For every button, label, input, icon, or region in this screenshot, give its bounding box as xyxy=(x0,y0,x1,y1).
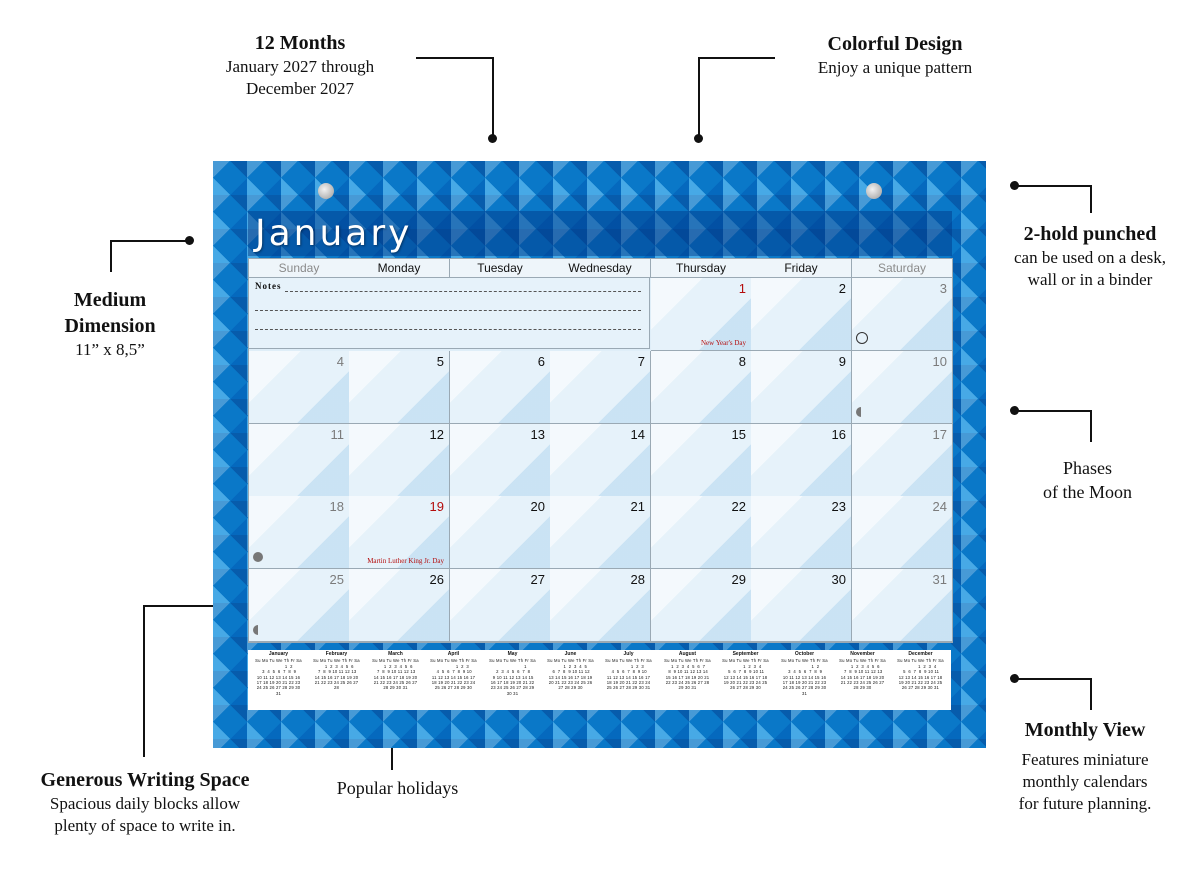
weekday-saturday: Saturday xyxy=(852,259,953,278)
day-number: 13 xyxy=(530,427,545,442)
moon-connector-h xyxy=(1014,410,1092,412)
mini-calendar-weekdays: Su Mo Tu We Th Fr Sa xyxy=(255,658,302,664)
day-cell[interactable] xyxy=(751,424,852,497)
mini-calendar-row: 21 22 23 24 25 26 27 xyxy=(314,680,359,686)
day-number: 8 xyxy=(738,354,746,369)
mini-calendar-title: January xyxy=(268,651,289,657)
monthly-connector-v xyxy=(1090,678,1092,710)
holiday-label-new-years: New Year's Day xyxy=(700,339,746,347)
mini-calendar-row: 1 2 3 4 5 6 xyxy=(845,663,880,669)
notes-rule xyxy=(255,329,641,330)
mini-calendar-title: July xyxy=(623,651,634,657)
mini-calendars xyxy=(248,650,951,710)
mini-calendar-weekdays: Su Mo Tu We Th Fr Sa xyxy=(313,658,360,664)
monthly-connector-h xyxy=(1014,678,1092,680)
day-cell[interactable] xyxy=(651,424,752,497)
months-connector-v xyxy=(492,57,494,137)
mini-calendar-row: 1 2 xyxy=(264,663,293,669)
mini-calendar-row: 23 24 25 26 27 28 29 xyxy=(490,685,535,691)
mini-calendar-row: 27 28 29 30 xyxy=(558,685,583,691)
mini-calendar-row: 17 18 19 20 21 22 23 xyxy=(256,680,301,686)
holidays-annotation xyxy=(310,777,485,799)
mini-calendar-weekdays: Su Mo Tu We Th Fr Sa xyxy=(839,658,886,664)
mini-calendar-december xyxy=(892,652,949,691)
day-cell[interactable] xyxy=(349,351,450,424)
day-number: 25 xyxy=(329,572,344,587)
mini-calendar-row: 18 19 20 21 22 23 24 xyxy=(606,680,651,686)
dimension-connector-h xyxy=(110,240,188,242)
day-cell[interactable] xyxy=(249,496,350,569)
mini-calendar-weekdays: Su Mo Tu We Th Fr Sa xyxy=(489,658,536,664)
mini-calendar-row: 15 16 17 18 19 20 21 xyxy=(665,674,710,680)
colorful-heading: Colorful Design xyxy=(827,33,963,55)
months-heading: 12 Months xyxy=(254,32,346,54)
dimension-connector-v xyxy=(110,240,112,272)
dimension-connector-dot xyxy=(185,236,194,245)
mini-calendar-row: 1 2 3 xyxy=(438,663,469,669)
mini-calendar-weekdays: Su Mo Tu We Th Fr Sa xyxy=(664,658,711,664)
mini-calendar-row: 25 26 27 28 29 30 31 xyxy=(606,685,651,691)
mini-calendar-row: 2 3 4 5 6 7 8 xyxy=(494,669,531,675)
monthly-line2: monthly calendars xyxy=(1022,772,1148,791)
calendar-board xyxy=(213,161,986,748)
mini-calendar-row: 11 12 13 14 15 16 17 xyxy=(606,674,651,680)
day-cell[interactable] xyxy=(550,496,651,569)
mini-calendar-row: 5 6 7 8 9 10 11 xyxy=(726,669,765,675)
day-number: 26 xyxy=(429,572,444,587)
hole-line2: wall or in a binder xyxy=(1027,270,1153,289)
day-cell[interactable] xyxy=(249,351,350,424)
months-connector-dot xyxy=(488,134,497,143)
mini-calendar-row: 4 5 6 7 8 9 10 xyxy=(435,669,472,675)
mini-calendar-row: 7 8 9 10 11 12 13 xyxy=(316,669,357,675)
day-number: 2 xyxy=(838,281,846,296)
mini-calendar-weekdays: Su Mo Tu We Th Fr Sa xyxy=(372,658,419,664)
mini-calendar-title: November xyxy=(850,651,875,657)
day-number: 31 xyxy=(932,572,947,587)
moon-phase-full-icon xyxy=(253,552,263,562)
colorful-annotation xyxy=(790,31,1000,79)
day-number: 14 xyxy=(630,427,645,442)
mini-calendar-row: 8 9 10 11 12 13 14 xyxy=(667,669,708,675)
day-number: 1 xyxy=(738,281,746,296)
dimension-annotation xyxy=(30,287,190,361)
mini-calendar-row: 31 xyxy=(801,690,808,696)
mini-calendar-row: 26 27 28 29 30 xyxy=(730,685,761,691)
weekday-wednesday: Wednesday xyxy=(550,259,651,278)
holiday-label-mlk: Martin Luther King Jr. Day xyxy=(367,557,444,565)
mini-calendar-row: 1 2 xyxy=(789,663,820,669)
day-number: 19 xyxy=(429,499,444,514)
day-number: 27 xyxy=(530,572,545,587)
dimension-size: 11” x 8,5” xyxy=(75,340,145,359)
mini-calendar-april xyxy=(425,652,482,691)
colorful-text: Enjoy a unique pattern xyxy=(817,58,973,77)
mini-calendar-row: 12 13 14 15 16 17 18 xyxy=(723,674,768,680)
mini-calendar-row: 30 31 xyxy=(506,690,519,696)
day-number: 5 xyxy=(436,354,444,369)
hole-annotation xyxy=(990,221,1190,291)
day-number: 28 xyxy=(630,572,645,587)
day-number: 11 xyxy=(330,427,344,442)
mini-calendar-title: February xyxy=(325,651,348,657)
months-connector-h xyxy=(416,57,493,59)
day-number: 29 xyxy=(731,572,746,587)
weekday-monday: Monday xyxy=(349,259,450,278)
day-cell[interactable] xyxy=(751,569,852,642)
day-number: 15 xyxy=(731,427,746,442)
mini-calendar-row: 24 25 26 27 28 29 30 xyxy=(256,685,301,691)
mini-calendar-row: 21 22 23 24 25 26 27 xyxy=(840,680,885,686)
weekday-sunday: Sunday xyxy=(249,259,350,278)
notes-rule xyxy=(255,310,641,311)
day-number: 6 xyxy=(537,354,545,369)
mini-calendar-row: 1 2 3 4 xyxy=(904,663,937,669)
moon-phase-last-icon xyxy=(253,625,263,635)
mini-calendar-weekdays: Su Mo Tu We Th Fr Sa xyxy=(605,658,652,664)
moon-phase-first-icon xyxy=(856,407,866,417)
writing-annotation xyxy=(10,767,280,837)
mini-calendar-row: 5 6 7 8 9 10 11 xyxy=(901,669,940,675)
mini-calendar-june xyxy=(542,652,599,691)
day-number: 4 xyxy=(336,354,344,369)
writing-line1: Spacious daily blocks allow xyxy=(49,794,241,813)
day-number: 17 xyxy=(932,427,947,442)
mini-calendar-title: April xyxy=(447,651,460,657)
day-cell[interactable] xyxy=(349,424,450,497)
hole-line1: can be used on a desk, xyxy=(1013,248,1166,267)
day-number: 7 xyxy=(637,354,645,369)
months-annotation xyxy=(200,30,400,100)
mini-calendar-weekdays: Su Mo Tu We Th Fr Sa xyxy=(547,658,594,664)
mini-calendar-july xyxy=(600,652,657,691)
mini-calendar-title: September xyxy=(732,651,759,657)
mini-calendar-row: 3 4 5 6 7 8 9 xyxy=(260,669,297,675)
mini-calendar-may xyxy=(484,652,541,696)
mini-calendar-row: 28 29 30 xyxy=(853,685,872,691)
day-cell[interactable] xyxy=(349,569,450,642)
mini-calendar-row: 17 18 19 20 21 22 23 xyxy=(782,680,827,686)
mini-calendar-row: 1 xyxy=(498,663,527,669)
hole-connector-v xyxy=(1090,185,1092,213)
moon-line1: Phases xyxy=(1063,458,1112,478)
holidays-text: Popular holidays xyxy=(336,778,459,798)
mini-calendar-row: 12 13 14 15 16 17 18 xyxy=(898,674,943,680)
mini-calendar-row: 18 19 20 21 22 23 24 xyxy=(431,680,476,686)
mini-calendar-row: 7 8 9 10 11 12 13 xyxy=(842,669,883,675)
day-number: 22 xyxy=(731,499,746,514)
day-number: 18 xyxy=(329,499,344,514)
mini-calendar-row: 29 30 31 xyxy=(678,685,697,691)
months-line2: December 2027 xyxy=(245,79,355,98)
punch-hole-left xyxy=(318,183,334,199)
mini-calendar-september xyxy=(717,652,774,691)
day-cell[interactable] xyxy=(751,351,852,424)
day-cell[interactable] xyxy=(450,496,551,569)
mini-calendar-row: 20 21 22 23 24 25 26 xyxy=(548,680,593,686)
mini-calendar-row: 1 2 3 4 5 6 xyxy=(378,663,413,669)
mini-calendar-row: 9 10 11 12 13 14 15 xyxy=(491,674,534,680)
day-cell[interactable] xyxy=(651,278,752,351)
day-cell[interactable] xyxy=(550,424,651,497)
notes-block[interactable] xyxy=(249,278,650,349)
monthly-line3: for future planning. xyxy=(1018,794,1152,813)
weekday-tuesday: Tuesday xyxy=(450,259,551,278)
mini-calendar-row: 3 4 5 6 7 8 9 xyxy=(786,669,823,675)
punch-hole-right xyxy=(866,183,882,199)
mini-calendar-title: August xyxy=(678,651,697,657)
hole-heading: 2-hold punched xyxy=(1023,223,1157,245)
day-cell[interactable] xyxy=(852,569,953,642)
mini-calendar-row: 1 2 3 4 xyxy=(729,663,762,669)
mini-calendar-row: 28 29 30 31 xyxy=(383,685,408,691)
mini-calendar-row: 6 7 8 9 10 11 12 xyxy=(551,669,590,675)
dimension-line2: Dimension xyxy=(64,315,156,337)
colorful-connector-dot xyxy=(694,134,703,143)
mini-calendar-row: 1 2 3 xyxy=(613,663,644,669)
day-cell[interactable] xyxy=(249,424,350,497)
moon-line2: of the Moon xyxy=(1043,482,1132,502)
mini-calendar-row: 19 20 21 22 23 24 25 xyxy=(898,680,943,686)
mini-calendar-weekdays: Su Mo Tu We Th Fr Sa xyxy=(430,658,477,664)
day-number: 30 xyxy=(831,572,846,587)
writing-connector-v xyxy=(143,605,145,757)
mini-calendar-row: 28 xyxy=(333,685,340,691)
mini-calendar-row: 11 12 13 14 15 16 17 xyxy=(431,674,476,680)
day-number: 9 xyxy=(838,354,846,369)
mini-calendar-weekdays: Su Mo Tu We Th Fr Sa xyxy=(781,658,828,664)
day-number: 23 xyxy=(831,499,846,514)
month-title: January xyxy=(255,213,413,254)
day-number: 12 xyxy=(429,427,444,442)
day-cell[interactable] xyxy=(751,496,852,569)
day-cell[interactable] xyxy=(450,351,551,424)
mini-calendar-row: 14 15 16 17 18 19 20 xyxy=(314,674,359,680)
day-cell[interactable] xyxy=(450,424,551,497)
monthly-heading: Monthly View xyxy=(1024,719,1146,741)
day-number: 24 xyxy=(932,499,947,514)
mini-calendar-february xyxy=(308,652,365,691)
mini-calendar-row: 22 23 24 25 26 27 28 xyxy=(665,680,710,686)
day-cell[interactable] xyxy=(249,569,350,642)
mini-calendar-row: 16 17 18 19 20 21 22 xyxy=(490,680,535,686)
day-number: 20 xyxy=(530,499,545,514)
colorful-connector-v xyxy=(698,57,700,137)
mini-calendar-november xyxy=(834,652,891,691)
mini-calendar-row: 13 14 15 16 17 18 19 xyxy=(548,674,593,680)
day-cell[interactable] xyxy=(450,569,551,642)
mini-calendar-row: 14 15 16 17 18 19 20 xyxy=(373,674,418,680)
day-cell[interactable] xyxy=(852,278,953,351)
mini-calendar-august xyxy=(659,652,716,691)
day-cell[interactable] xyxy=(349,496,450,569)
mini-calendar-row: 19 20 21 22 23 24 25 xyxy=(723,680,768,686)
mini-calendar-weekdays: Su Mo Tu We Th Fr Sa xyxy=(722,658,769,664)
month-grid xyxy=(248,258,953,643)
day-cell[interactable] xyxy=(852,496,953,569)
mini-calendar-row: 25 26 27 28 29 30 xyxy=(434,685,473,691)
months-line1: January 2027 through xyxy=(225,57,375,76)
mini-calendar-title: June xyxy=(564,651,577,657)
mini-calendar-january xyxy=(250,652,307,696)
moon-annotation xyxy=(1000,456,1175,504)
day-number: 3 xyxy=(939,281,947,296)
moon-connector-v xyxy=(1090,410,1092,442)
notes-rule xyxy=(285,291,641,292)
mini-calendar-title: December xyxy=(908,651,933,657)
day-cell[interactable] xyxy=(651,569,752,642)
day-cell[interactable] xyxy=(852,351,953,424)
monthly-line1: Features miniature xyxy=(1021,750,1149,769)
mini-calendar-weekdays: Su Mo Tu We Th Fr Sa xyxy=(897,658,944,664)
mini-calendar-march xyxy=(367,652,424,691)
mini-calendar-row: 21 22 23 24 25 26 27 xyxy=(373,680,418,686)
day-cell[interactable] xyxy=(550,351,651,424)
mini-calendar-row: 4 5 6 7 8 9 10 xyxy=(610,669,647,675)
mini-calendar-title: May xyxy=(507,651,518,657)
mini-calendar-row: 31 xyxy=(275,690,282,696)
mini-calendar-row: 1 2 3 4 5 6 7 xyxy=(669,663,706,669)
mini-calendar-title: March xyxy=(388,651,403,657)
mini-calendar-row: 1 2 3 4 5 6 xyxy=(319,663,354,669)
day-cell[interactable] xyxy=(651,351,752,424)
day-number: 10 xyxy=(932,354,947,369)
mini-calendar-row: 14 15 16 17 18 19 20 xyxy=(840,674,885,680)
day-cell[interactable] xyxy=(651,496,752,569)
day-cell[interactable] xyxy=(751,278,852,351)
hole-connector-h xyxy=(1014,185,1092,187)
writing-heading: Generous Writing Space xyxy=(40,769,250,791)
mini-calendar-row: 10 11 12 13 14 15 16 xyxy=(256,674,301,680)
day-cell[interactable] xyxy=(852,424,953,497)
writing-line2: plenty of space to write in. xyxy=(54,816,236,835)
mini-calendar-row: 10 11 12 13 14 15 16 xyxy=(782,674,827,680)
day-number: 16 xyxy=(831,427,846,442)
day-number: 21 xyxy=(630,499,645,514)
moon-phase-new-icon xyxy=(856,332,868,344)
notes-label: Notes xyxy=(255,281,282,291)
day-cell[interactable] xyxy=(550,569,651,642)
weekday-friday: Friday xyxy=(751,259,852,278)
mini-calendar-row: 7 8 9 10 11 12 13 xyxy=(375,669,416,675)
monthly-annotation xyxy=(990,717,1180,815)
mini-calendar-row: 1 2 3 4 5 xyxy=(553,663,588,669)
mini-calendar-row: 26 27 28 29 30 31 xyxy=(901,685,940,691)
mini-calendar-row: 24 25 26 27 28 29 30 xyxy=(782,685,827,691)
colorful-connector-h xyxy=(698,57,775,59)
dimension-line1: Medium xyxy=(73,289,147,311)
mini-calendar-title: October xyxy=(794,651,815,657)
weekday-thursday: Thursday xyxy=(651,259,752,278)
mini-calendar-october xyxy=(776,652,833,696)
